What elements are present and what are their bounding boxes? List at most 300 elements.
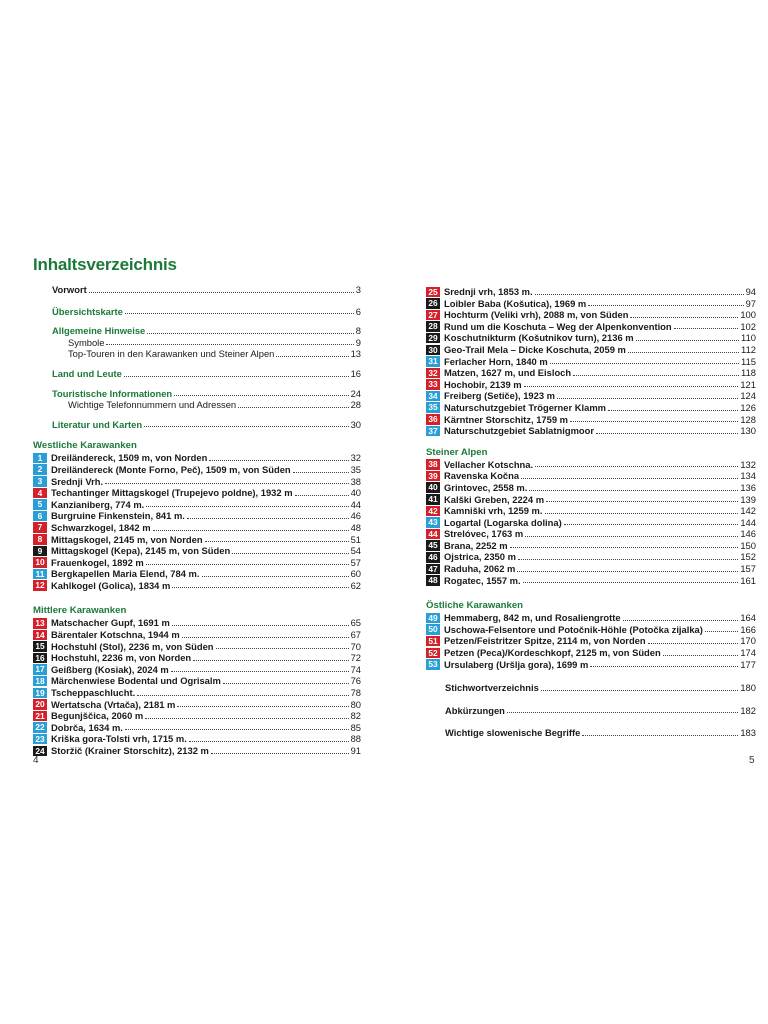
toc-entry-page: 16 [350,367,361,379]
toc-entry-page: 74 [350,663,361,675]
toc-entry-title: Petzen (Peca)/Kordeschkopf, 2125 m, von Süden [444,647,661,659]
tour-number-badge: 14 [33,630,47,641]
steiner-list [426,459,756,587]
toc-entry-title: Rogatec, 1557 m. [444,574,521,586]
dot-leader [541,690,739,691]
tour-number-badge: 36 [426,414,440,425]
tour-number-badge: 26 [426,298,440,309]
toc-entry-page: 30 [350,418,361,430]
toc-entry [33,710,361,722]
tour-number-badge: 27 [426,310,440,321]
tour-number-badge: 1 [33,453,47,464]
tour-number-badge: 13 [33,618,47,629]
toc-entry [33,487,361,499]
tour-number-badge: 18 [33,676,47,687]
toc-entry-title: Land und Leute [52,367,122,379]
dot-leader [177,706,348,707]
toc-entry [426,459,756,471]
dot-leader [105,483,348,484]
toc-entry-page: 6 [355,305,361,317]
toc-entry [426,551,756,563]
toc-entry-title: Kahlkogel (Golica), 1834 m [51,579,171,591]
west-list [33,452,361,591]
toc-entry-page: 62 [350,579,361,591]
tour-number-badge: 35 [426,402,440,413]
toc-entry-title: Kriška gora-Tolsti vrh, 1715 m. [51,733,187,745]
toc-entry-page: 177 [740,658,756,670]
dot-leader [174,395,348,396]
toc-entry-title: Burgruine Finkenstein, 841 m. [51,510,185,522]
dot-leader [187,518,349,519]
dot-leader [535,466,738,467]
section-heading-west: Westliche Karawanken [33,440,137,452]
toc-entry [33,510,361,522]
toc-entry [426,425,756,437]
dot-leader [663,655,739,656]
tour-number-badge: 5 [33,499,47,510]
dot-leader [623,620,739,621]
dot-leader [510,547,739,548]
toc-entry-title: Symbole [68,336,105,348]
tour-number-badge: 38 [426,459,440,470]
tour-number-badge: 31 [426,356,440,367]
toc-entry-title: Märchenwiese Bodental und Ogrisalm [51,675,221,687]
dot-leader [216,648,349,649]
toc-entry-page: 51 [350,533,361,545]
toc-entry-page: 180 [740,682,756,694]
toc-entry [33,325,361,337]
toc-entry-title: Loibler Baba (Košutica), 1969 m [444,297,587,309]
toc-entry [33,284,361,296]
toc-entry-page: 57 [350,556,361,568]
dot-leader [588,305,743,306]
toc-entry [33,337,361,349]
tour-number-badge: 28 [426,321,440,332]
dot-leader [202,576,349,577]
dot-leader [674,328,739,329]
toc-entry [426,286,756,298]
toc-entry-title: Logartal (Logarska dolina) [444,516,562,528]
toc-entry-title: Frauenkogel, 1892 m [51,556,144,568]
dot-leader [147,333,354,334]
dot-leader [557,398,738,399]
dot-leader [238,407,348,408]
toc-entry [33,722,361,734]
toc-entry-page: 150 [740,539,756,551]
toc-entry-title: Vorwort [52,284,87,295]
front-matter-list [33,284,361,430]
toc-entry [426,517,756,529]
toc-entry [426,727,756,739]
dot-leader [546,501,738,502]
toc-entry [33,368,361,380]
toc-entry [33,534,361,546]
toc-entry [33,745,361,757]
tour-number-badge: 4 [33,488,47,499]
toc-entry-title: Srednji vrh, 1853 m. [444,286,533,297]
tour-number-badge: 51 [426,636,440,647]
toc-entry-title: Dreiländereck (Monte Forno, Peč), 1509 m, von Süden [51,463,291,475]
dot-leader [590,666,738,667]
toc-entry-title: Top-Touren in den Karawanken und Steiner Alpen [68,348,275,360]
toc-entry [426,705,756,717]
toc-entry-page: 124 [740,390,756,402]
toc-entry-page: 112 [741,343,756,355]
toc-entry [33,699,361,711]
toc-entry-page: 48 [350,521,361,533]
toc-entry-title: Brana, 2252 m [444,539,508,551]
dot-leader [293,472,349,473]
page-title: Inhaltsverzeichnis [33,255,177,274]
toc-entry-title: Matschacher Gupf, 1691 m [51,617,170,629]
toc-entry-title: Kamniški vrh, 1259 m. [444,505,543,517]
dot-leader [145,718,348,719]
tour-number-badge: 11 [33,569,47,580]
toc-entry-title: Mittagskogel, 2145 m, von Norden [51,533,203,545]
toc-entry-page: 146 [740,528,756,540]
toc-entry-title: Bergkapellen Maria Elend, 784 m. [51,568,200,580]
toc-entry [426,356,756,368]
toc-entry-page: 136 [740,481,756,493]
toc-entry [33,388,361,400]
toc-entry [426,379,756,391]
dot-leader [550,363,739,364]
dot-leader [193,660,348,661]
tour-number-badge: 41 [426,494,440,505]
dot-leader [570,421,738,422]
dot-leader [582,735,738,736]
dot-leader [545,513,739,514]
dot-leader [125,313,354,314]
toc-entry-page: 24 [350,387,361,399]
dot-leader [608,410,738,411]
toc-entry-title: Hochobir, 2139 m [444,378,522,390]
dot-leader [223,683,349,684]
toc-entry-title: Freiberg (Setiče), 1923 m [444,390,555,402]
toc-entry-title: Srednji Vrh. [51,475,104,487]
tour-number-badge: 30 [426,345,440,356]
toc-entry-title: Ravenska Kočna [444,470,520,482]
toc-entry-title: Uschowa-Felsentore und Potočnik-Höhle (Potočka zijalka) [444,623,703,635]
dot-leader [517,571,738,572]
dot-leader [529,490,738,491]
toc-entry-title: Stichwortverzeichnis [445,682,539,694]
toc-entry-page: 144 [740,516,756,528]
toc-entry [426,414,756,426]
toc-entry-page: 72 [350,652,361,664]
toc-entry-page: 157 [740,563,756,575]
toc-entry [33,568,361,580]
section-heading-east: Östliche Karawanken [426,600,524,612]
toc-entry-page: 183 [740,727,756,739]
toc-entry [426,402,756,414]
toc-entry-title: Naturschutzgebiet Trögerner Klamm [444,401,607,413]
toc-entry [426,624,756,636]
toc-entry [426,367,756,379]
toc-entry [33,675,361,687]
tour-number-badge: 22 [33,722,47,733]
toc-entry-title: Bärentaler Kotschna, 1944 m [51,629,180,641]
toc-entry-title: Schwarzkogel, 1842 m [51,521,151,533]
toc-entry [426,575,756,587]
tour-number-badge: 42 [426,506,440,517]
toc-entry-title: Vellacher Kotschna. [444,458,534,470]
toc-entry-title: Hochstuhl, 2236 m, von Norden [51,652,192,664]
tour-number-badge: 43 [426,517,440,528]
tour-number-badge: 12 [33,580,47,591]
dot-leader [124,376,349,377]
toc-entry-page: 110 [741,332,756,344]
tour-number-badge: 47 [426,564,440,575]
dot-leader [171,671,349,672]
tour-number-badge: 9 [33,546,47,557]
toc-entry-page: 35 [350,463,361,475]
tour-number-badge: 8 [33,534,47,545]
toc-entry-title: Touristische Informationen [52,387,173,399]
dot-leader [596,433,738,434]
toc-entry-title: Wichtige Telefonnummern und Adressen [68,399,237,411]
tour-number-badge: 20 [33,699,47,710]
dot-leader [705,631,738,632]
tour-number-badge: 7 [33,522,47,533]
dot-leader [523,582,739,583]
toc-entry [426,332,756,344]
toc-entry-page: 134 [740,470,756,482]
toc-entry-title: Hemmaberg, 842 m, und Rosaliengrotte [444,612,621,624]
dot-leader [648,643,739,644]
tour-number-badge: 50 [426,624,440,635]
toc-entry-page: 102 [740,320,756,332]
toc-entry-page: 170 [740,635,756,647]
dot-leader [172,587,348,588]
toc-entry-page: 126 [740,401,756,413]
toc-entry-page: 94 [745,286,756,297]
toc-entry-page: 139 [740,493,756,505]
toc-entry-page: 182 [740,704,756,716]
toc-entry-page: 46 [350,510,361,522]
tour-number-badge: 21 [33,711,47,722]
tour-number-badge: 16 [33,653,47,664]
dot-leader [573,375,739,376]
toc-entry [426,470,756,482]
tour-number-badge: 29 [426,333,440,344]
toc-entry-title: Dreiländereck, 1509 m, von Norden [51,452,208,464]
toc-entry-page: 174 [740,647,756,659]
toc-entry-title: Geo-Trail Mela – Dicke Koschuta, 2059 m [444,343,626,355]
toc-entry-page: 130 [740,425,756,437]
tour-number-badge: 44 [426,529,440,540]
toc-entry [426,482,756,494]
tour-number-badge: 48 [426,575,440,586]
toc-entry-title: Ursulaberg (Uršlja gora), 1699 m [444,658,589,670]
toc-entry-page: 76 [350,675,361,687]
toc-entry-page: 40 [350,487,361,499]
tour-number-badge: 2 [33,464,47,475]
toc-entry [426,612,756,624]
toc-entry [33,629,361,641]
dot-leader [521,478,738,479]
toc-entry [33,306,361,318]
dot-leader [535,294,744,295]
dot-leader [295,495,349,496]
section-heading-mid: Mittlere Karawanken [33,605,127,617]
toc-entry [33,399,361,411]
dot-leader [182,637,349,638]
toc-entry-page: 9 [355,336,361,348]
dot-leader [172,625,349,626]
toc-entry-title: Ojstrica, 2350 m [444,551,516,563]
toc-entry [33,545,361,557]
toc-entry [33,580,361,592]
toc-entry-title: Raduha, 2062 m [444,563,516,575]
dot-leader [518,559,738,560]
tour-number-badge: 17 [33,664,47,675]
toc-entry [426,344,756,356]
toc-entry-page: 166 [740,623,756,635]
toc-entry-title: Literatur und Karten [52,418,143,430]
toc-entry-title: Hochturm (Veliki vrh), 2088 m, von Süden [444,309,629,321]
toc-entry-title: Tscheppaschlucht. [51,687,136,699]
toc-entry [426,505,756,517]
toc-entry-title: Strelóvec, 1763 m [444,528,524,540]
tour-number-badge: 15 [33,641,47,652]
toc-entry [33,664,361,676]
toc-entry [426,563,756,575]
dot-leader [89,292,354,293]
toc-entry-page: 38 [350,475,361,487]
toc-right-column [426,286,756,739]
toc-entry [426,659,756,671]
dot-leader [153,530,349,531]
toc-left-column [33,284,361,757]
dot-leader [525,536,738,537]
toc-entry [426,321,756,333]
toc-entry-page: 70 [350,640,361,652]
dot-leader [564,524,739,525]
toc-entry [426,528,756,540]
tour-number-badge: 32 [426,368,440,379]
tour-number-badge: 46 [426,552,440,563]
tour-number-badge: 45 [426,540,440,551]
toc-entry-title: Wichtige slowenische Begriffe [445,727,581,739]
toc-entry [33,687,361,699]
dot-leader [628,352,739,353]
toc-entry-page: 65 [350,617,361,629]
toc-entry-title: Kalški Greben, 2224 m [444,493,545,505]
toc-entry [426,298,756,310]
toc-entry-page: 118 [741,367,756,379]
toc-entry [426,647,756,659]
toc-entry-page: 3 [355,284,361,295]
toc-entry-page: 54 [350,545,361,557]
dot-leader [146,506,348,507]
toc-entry [426,309,756,321]
tour-number-badge: 39 [426,471,440,482]
toc-entry [33,652,361,664]
toc-entry [33,348,361,360]
toc-entry-title: Grintovec, 2558 m. [444,481,528,493]
toc-entry-title: Naturschutzgebiet Sablatnigmoor [444,425,595,437]
dot-leader [106,344,353,345]
toc-entry-page: 67 [350,629,361,641]
toc-entry [426,682,756,694]
toc-entry-title: Hochstuhl (Stol), 2236 m, von Süden [51,640,214,652]
toc-entry-page: 80 [350,698,361,710]
tour-number-badge: 37 [426,426,440,437]
toc-entry-page: 100 [740,309,756,321]
page-number-right: 5 [749,755,755,766]
toc-entry-title: Übersichtskarte [52,305,123,317]
dot-leader [630,317,738,318]
toc-entry [33,522,361,534]
toc-entry [426,540,756,552]
toc-entry [33,464,361,476]
dot-leader [524,386,739,387]
toc-entry-title: Kärntner Storschitz, 1759 m [444,413,568,425]
toc-entry [426,390,756,402]
toc-entry-page: 13 [350,348,361,360]
tour-number-badge: 33 [426,379,440,390]
tour-number-badge: 23 [33,734,47,745]
toc-entry-title: Abkürzungen [445,704,505,716]
dot-leader [205,541,349,542]
toc-entry-page: 91 [350,745,361,756]
toc-entry-page: 161 [740,574,756,586]
toc-entry [33,733,361,745]
dot-leader [507,712,738,713]
tour-number-badge: 25 [426,287,440,298]
tour-number-badge: 49 [426,613,440,624]
tour-number-badge: 52 [426,648,440,659]
dot-leader [137,695,348,696]
dot-leader [189,741,349,742]
toc-entry-page: 152 [740,551,756,563]
toc-entry-title: Koschutnikturm (Košutnikov turn), 2136 m [444,332,634,344]
toc-entry-page: 28 [350,399,361,411]
dot-leader [146,564,349,565]
toc-entry [33,476,361,488]
dot-leader [144,426,348,427]
toc-entry-page: 85 [350,721,361,733]
toc-entry [33,557,361,569]
toc-entry-page: 8 [355,325,361,337]
toc-entry-title: Matzen, 1627 m, und Eisloch [444,367,572,379]
toc-entry [426,494,756,506]
toc-entry [426,635,756,647]
toc-entry-title: Geißberg (Kosiak), 2024 m [51,663,169,675]
back-matter-list [426,682,756,739]
dot-leader [232,553,348,554]
toc-entry-title: Techantinger Mittagskogel (Trupejevo poldne), 1932 m [51,487,293,499]
section-heading-steiner: Steiner Alpen [426,446,488,458]
dot-leader [125,729,349,730]
toc-entry-title: Storžič (Krainer Storschitz), 2132 m [51,745,209,756]
tour-number-badge: 53 [426,659,440,670]
toc-entry [33,617,361,629]
toc-entry-page: 32 [350,452,361,464]
tour-number-badge: 3 [33,476,47,487]
tour-number-badge: 34 [426,391,440,402]
page-number-left: 4 [33,755,39,766]
toc-entry-title: Kanzianiberg, 774 m. [51,498,145,510]
toc-entry-title: Dobrča, 1634 m. [51,721,123,733]
toc-entry-page: 121 [740,378,756,390]
mid-list [33,617,361,756]
toc-entry-page: 115 [741,355,756,367]
dot-leader [276,356,348,357]
tour-number-badge: 40 [426,482,440,493]
toc-entry [33,499,361,511]
